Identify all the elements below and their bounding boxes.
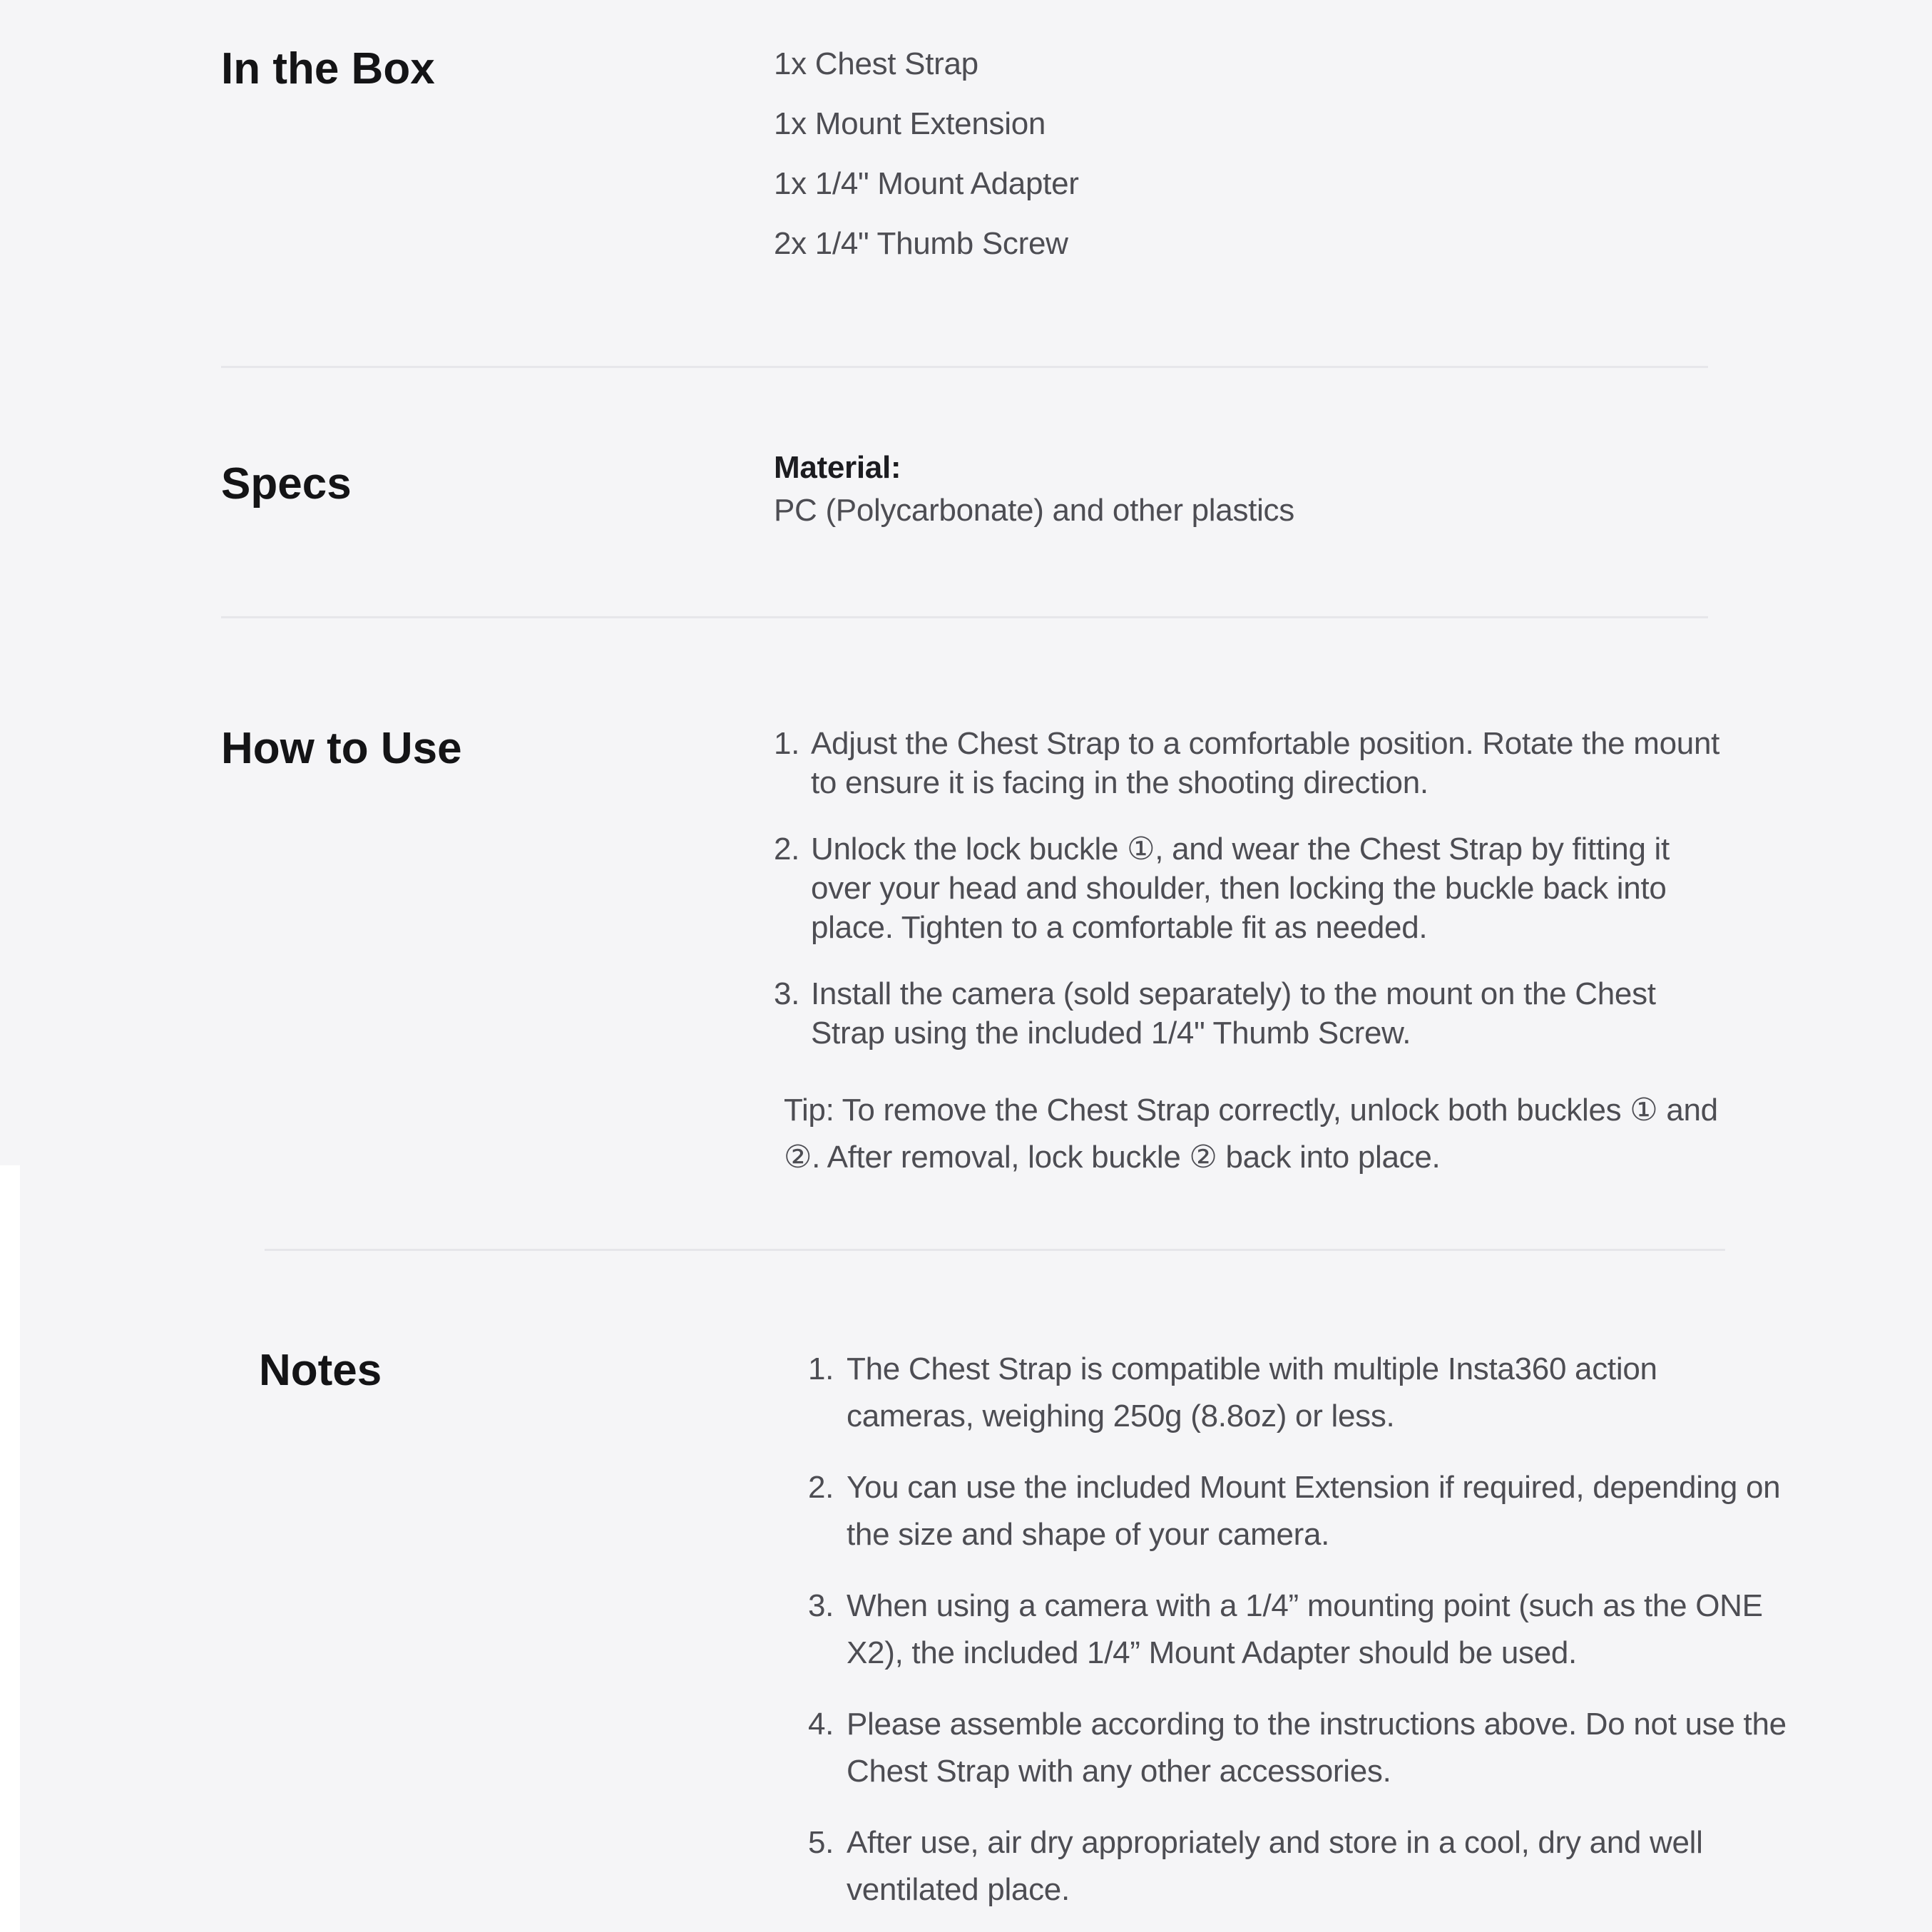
note-item (808, 1819, 1787, 1913)
notes-heading-column (0, 1346, 774, 1913)
specs-heading: Specs (221, 459, 352, 508)
page-edge-white-strip (0, 1165, 20, 1932)
note-text: When using a camera with a 1/4” mounting point (such as the ONE X2), the included 1/4” Mount Adapter should be used. (847, 1588, 1763, 1670)
step-text: Adjust the Chest Strap to a comfortable position. Rotate the mount to ensure it is facing in the shooting direction. (811, 726, 1720, 800)
note-text: You can use the included Mount Extension if required, depending on the size and shape of your camera. (847, 1470, 1781, 1552)
specs-heading-column (0, 446, 774, 532)
note-number: 5. (808, 1825, 834, 1860)
specs-material (774, 446, 1718, 532)
note-number: 4. (808, 1707, 834, 1742)
step-text: Install the camera (sold separately) to the mount on the Chest Strap using the included 1/4" Thumb Screw. (811, 976, 1656, 1051)
section-in-the-box (0, 0, 1932, 366)
note-item (808, 1346, 1787, 1440)
how-to-use-heading: How to Use (221, 724, 462, 773)
step-number: 2. (774, 832, 800, 867)
notes-heading: Notes (259, 1346, 382, 1395)
in-the-box-heading-column (0, 44, 774, 264)
in-the-box-content-column (774, 44, 1932, 264)
step-number: 3. (774, 976, 800, 1011)
note-number: 2. (808, 1470, 834, 1505)
notes-content-column (774, 1346, 1932, 1913)
step-number: 1. (774, 726, 800, 761)
box-item: 2x 1/4" Thumb Screw (774, 226, 1068, 261)
note-item (808, 1464, 1787, 1558)
step-text: Unlock the lock buckle ①, and wear the Chest Strap by fitting it over your head and shoulder, then locking the buckle back into place. Tighten to a comfortable fit as needed. (811, 832, 1670, 945)
in-the-box-heading: In the Box (221, 44, 435, 93)
box-item: 1x Chest Strap (774, 46, 978, 81)
section-how-to-use (0, 618, 1932, 1249)
note-text: After use, air dry appropriately and store in a cool, dry and well ventilated place. (847, 1825, 1703, 1907)
how-to-use-step (774, 829, 1731, 947)
how-to-use-step (774, 724, 1731, 802)
how-to-use-tip: Tip: To remove the Chest Strap correctly, unlock both buckles ① and ②. After removal, lock buckle ② back into place. (784, 1093, 1718, 1175)
note-item (808, 1701, 1787, 1795)
specs-material-label: Material: (774, 450, 901, 485)
section-specs (0, 368, 1932, 616)
note-text: The Chest Strap is compatible with multiple Insta360 action cameras, weighing 250g (8.8oz) or less. (847, 1351, 1657, 1433)
note-number: 1. (808, 1351, 834, 1386)
box-item: 1x Mount Extension (774, 106, 1046, 141)
how-to-use-step (774, 974, 1731, 1053)
note-number: 3. (808, 1588, 834, 1623)
how-to-use-content-column (774, 724, 1932, 1181)
how-to-use-heading-column (0, 724, 774, 1181)
note-text: Please assemble according to the instructions above. Do not use the Chest Strap with any other accessories. (847, 1707, 1787, 1789)
box-item: 1x 1/4" Mount Adapter (774, 166, 1079, 201)
section-notes (0, 1251, 1932, 1913)
specs-material-value: PC (Polycarbonate) and other plastics (774, 493, 1294, 528)
note-item (808, 1583, 1787, 1677)
specs-content-column (774, 446, 1932, 532)
